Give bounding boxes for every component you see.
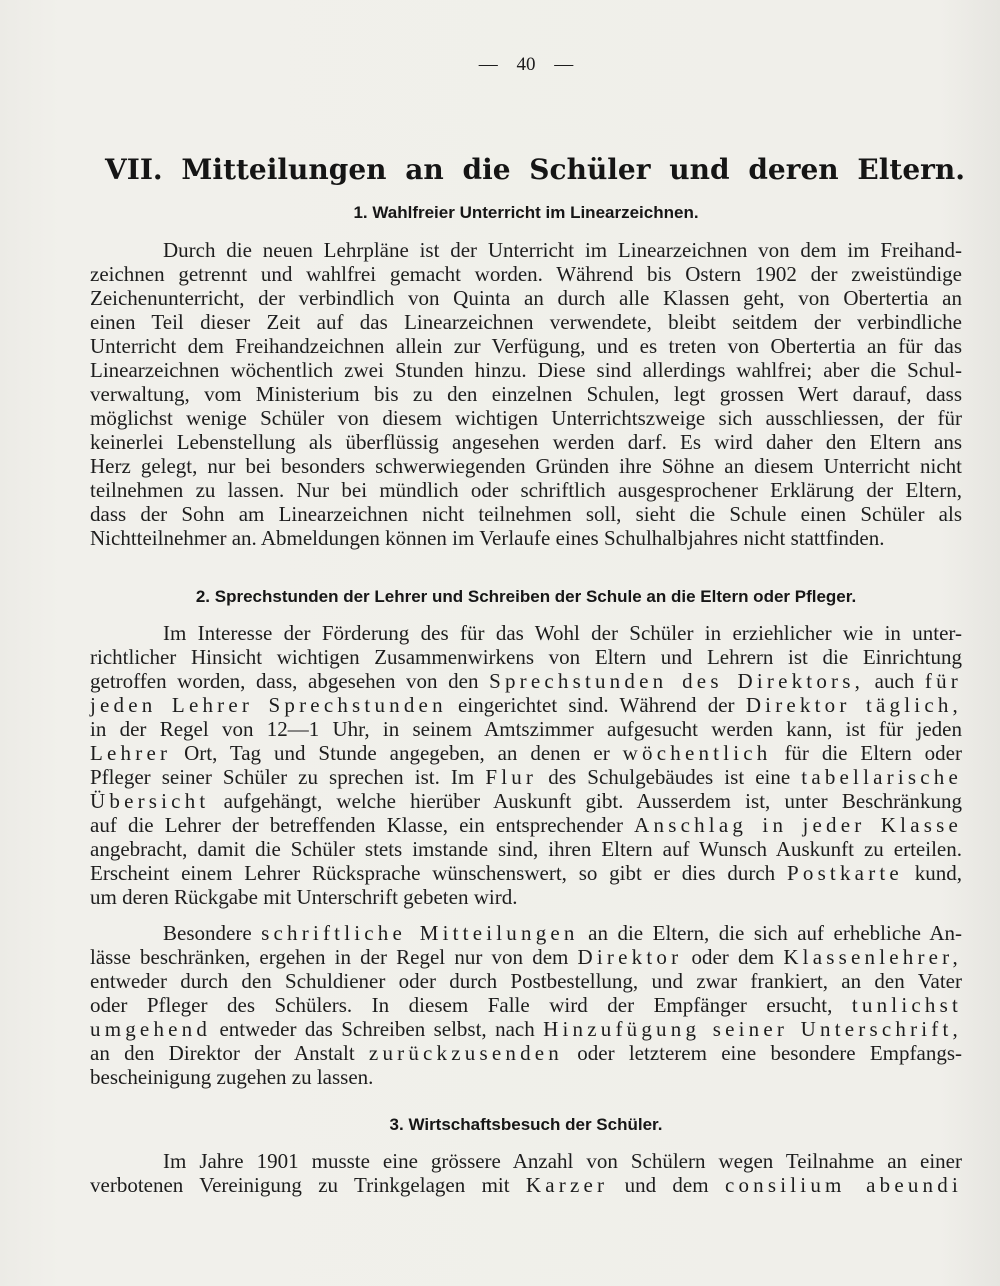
text-segment: an den Direktor der Anstalt bbox=[90, 1041, 369, 1065]
text-segment: des Schulgebäudes ist eine bbox=[537, 765, 802, 789]
spaced-emphasis-text: Übersicht bbox=[90, 789, 210, 813]
text-segment: und dem bbox=[608, 1173, 725, 1197]
text-line bbox=[90, 1173, 962, 1197]
spaced-emphasis-text: schriftliche Mitteilungen bbox=[261, 921, 579, 945]
text-segment: oder Pfleger des Schülers. In diesem Falle wird der Empfänger ersucht, bbox=[90, 993, 852, 1017]
text-line: in der Regel von 12—1 Uhr, in seinem Amtszimmer aufgesucht werden kann, ist für jeden bbox=[90, 717, 962, 741]
spaced-emphasis-text: Klassenlehrer, bbox=[783, 945, 962, 969]
text-line: Im Jahre 1901 musste eine grössere Anzahl von Schülern wegen Teilnahme an einer bbox=[163, 1149, 962, 1173]
paragraph bbox=[90, 921, 962, 1089]
text-line bbox=[90, 813, 962, 837]
text-line bbox=[90, 861, 962, 885]
section-heading-3: 3. Wirtschaftsbesuch der Schüler. bbox=[389, 1115, 663, 1134]
text-segment: Besondere bbox=[163, 921, 262, 945]
text-line: verwaltung, vom Ministerium bis zu den einzelnen Schulen, legt grossen Wert darauf, dass bbox=[90, 382, 962, 406]
page-title: VII. Mitteilungen an die Schüler und deren Eltern. bbox=[105, 153, 965, 186]
text-line: bescheinigung zugehen zu lassen. bbox=[90, 1065, 374, 1089]
spaced-emphasis-text: Flur bbox=[485, 765, 538, 789]
text-line bbox=[90, 993, 962, 1017]
text-segment: verbotenen Vereinigung zu Trinkgelagen mit bbox=[90, 1173, 526, 1197]
text-line: Linearzeichnen wöchentlich zwei Stunden hinzu. Diese sind allerdings wahlfrei; aber die Schul- bbox=[90, 358, 962, 382]
text-line: zeichnen getrennt und wahlfrei gemacht worden. Während bis Ostern 1902 der zweistündige bbox=[90, 262, 962, 286]
text-line bbox=[90, 1017, 962, 1041]
text-line: teilnehmen zu lassen. Nur bei mündlich oder schriftlich ausgesprochener Erklärung der Eltern, bbox=[90, 478, 962, 502]
text-segment: oder letzterem eine besondere Empfangs- bbox=[563, 1041, 962, 1065]
spaced-emphasis-text: consilium abeundi bbox=[724, 1173, 962, 1197]
text-segment: auch bbox=[864, 669, 925, 693]
spaced-emphasis-text: zurückzusenden bbox=[368, 1041, 563, 1065]
spaced-emphasis-text: Anschlag in jeder Klasse bbox=[634, 813, 962, 837]
text-segment: Erscheint einem Lehrer Rücksprache wünschenswert, so gibt er dies durch bbox=[90, 861, 787, 885]
text-segment: an die Eltern, die sich auf erhebliche An- bbox=[578, 921, 963, 945]
spaced-emphasis-text: Hinzufügung seiner Unterschrift, bbox=[543, 1017, 962, 1041]
text-line: angebracht, damit die Schüler stets imstande sind, ihren Eltern auf Wunsch Auskunft zu erteilen. bbox=[90, 837, 962, 861]
text-line bbox=[90, 693, 962, 717]
text-segment: aufgehängt, welche hierüber Auskunft gibt. Ausserdem ist, unter Beschränkung bbox=[209, 789, 962, 813]
text-segment: Ort, Tag und Stunde angegeben, an denen er bbox=[171, 741, 623, 765]
text-segment: eingerichtet sind. Während der bbox=[446, 693, 746, 717]
text-line: einen Teil dieser Zeit auf das Linearzeichnen verwendete, bleibt seitdem der verbindliche bbox=[90, 310, 962, 334]
text-line: möglichst wenige Schüler von diesem wichtigen Unterrichtszweige sich ausschliessen, der für bbox=[90, 406, 962, 430]
text-segment: getroffen worden, dass, abgesehen von den bbox=[90, 669, 490, 693]
paragraph bbox=[90, 621, 962, 909]
section-heading-1: 1. Wahlfreier Unterricht im Linearzeichnen. bbox=[353, 203, 699, 222]
text-line: dass der Sohn am Linearzeichnen nicht teilnehmen soll, sieht die Schule einen Schüler als bbox=[90, 502, 962, 526]
text-segment: entweder das Schreiben selbst, nach bbox=[211, 1017, 544, 1041]
text-line: Herz gelegt, nur bei besonders schwerwiegenden Gründen ihre Söhne an diesem Unterricht nicht bbox=[90, 454, 962, 478]
text-line: Im Interesse der Förderung des für das Wohl der Schüler in erziehlicher wie in unter- bbox=[163, 621, 962, 645]
text-line bbox=[90, 669, 962, 693]
text-segment: oder dem bbox=[682, 945, 784, 969]
section-heading-2: 2. Sprechstunden der Lehrer und Schreiben der Schule an die Eltern oder Pfleger. bbox=[195, 587, 857, 606]
text-segment: kund, bbox=[902, 861, 962, 885]
text-line: um deren Rückgabe mit Unterschrift gebeten wird. bbox=[90, 885, 518, 909]
spaced-emphasis-text: Karzer bbox=[525, 1173, 609, 1197]
text-segment: lässe beschränken, ergehen in der Regel nur von dem bbox=[90, 945, 578, 969]
text-segment: auf die Lehrer der betreffenden Klasse, ein entsprechender bbox=[90, 813, 635, 837]
text-line bbox=[90, 789, 962, 813]
spaced-emphasis-text: Direktor täglich, bbox=[745, 693, 963, 717]
text-line bbox=[90, 945, 962, 969]
text-segment: Pfleger seiner Schüler zu sprechen ist. Im bbox=[90, 765, 486, 789]
spaced-emphasis-text: Sprechstunden des Direktors, bbox=[489, 669, 865, 693]
text-line: Zeichenunterricht, der verbindlich von Quinta an durch alle Klassen geht, von Obertertia an bbox=[90, 286, 962, 310]
text-line bbox=[90, 1041, 962, 1065]
spaced-emphasis-text: umgehend bbox=[90, 1017, 212, 1041]
spaced-emphasis-text: tunlichst bbox=[851, 993, 962, 1017]
text-line: Nichtteilnehmer an. Abmeldungen können im Verlaufe eines Schulhalbjahres nicht stattfinden. bbox=[90, 526, 885, 550]
text-line: keinerlei Lebenstellung als überflüssig angesehen werden darf. Es wird daher den Eltern ans bbox=[90, 430, 962, 454]
paragraph bbox=[90, 238, 962, 550]
text-line bbox=[90, 741, 962, 765]
page-number: — 40 — bbox=[478, 54, 574, 75]
text-line: richtlicher Hinsicht wichtigen Zusammenwirkens von Eltern und Lehrern ist die Einrichtung bbox=[90, 645, 962, 669]
spaced-emphasis-text: wöchentlich bbox=[622, 741, 772, 765]
text-line: Durch die neuen Lehrpläne ist der Unterricht im Linearzeichnen von dem im Freihand- bbox=[163, 238, 962, 262]
spaced-emphasis-text: Direktor bbox=[577, 945, 683, 969]
text-line bbox=[90, 765, 962, 789]
text-line: entweder durch den Schuldiener oder durch Postbestellung, und zwar frankiert, an den Vater bbox=[90, 969, 962, 993]
spaced-emphasis-text: tabellarische bbox=[801, 765, 962, 789]
spaced-emphasis-text: Lehrer bbox=[90, 741, 172, 765]
text-segment: für die Eltern oder bbox=[771, 741, 962, 765]
spaced-emphasis-text: Postkarte bbox=[786, 861, 903, 885]
paragraph bbox=[90, 1149, 962, 1197]
text-line: Unterricht dem Freihandzeichnen allein zur Verfügung, und es treten von Obertertia an für das bbox=[90, 334, 962, 358]
spaced-emphasis-text: für bbox=[924, 669, 962, 693]
text-line bbox=[163, 921, 962, 945]
spaced-emphasis-text: jeden Lehrer Sprechstunden bbox=[90, 693, 447, 717]
